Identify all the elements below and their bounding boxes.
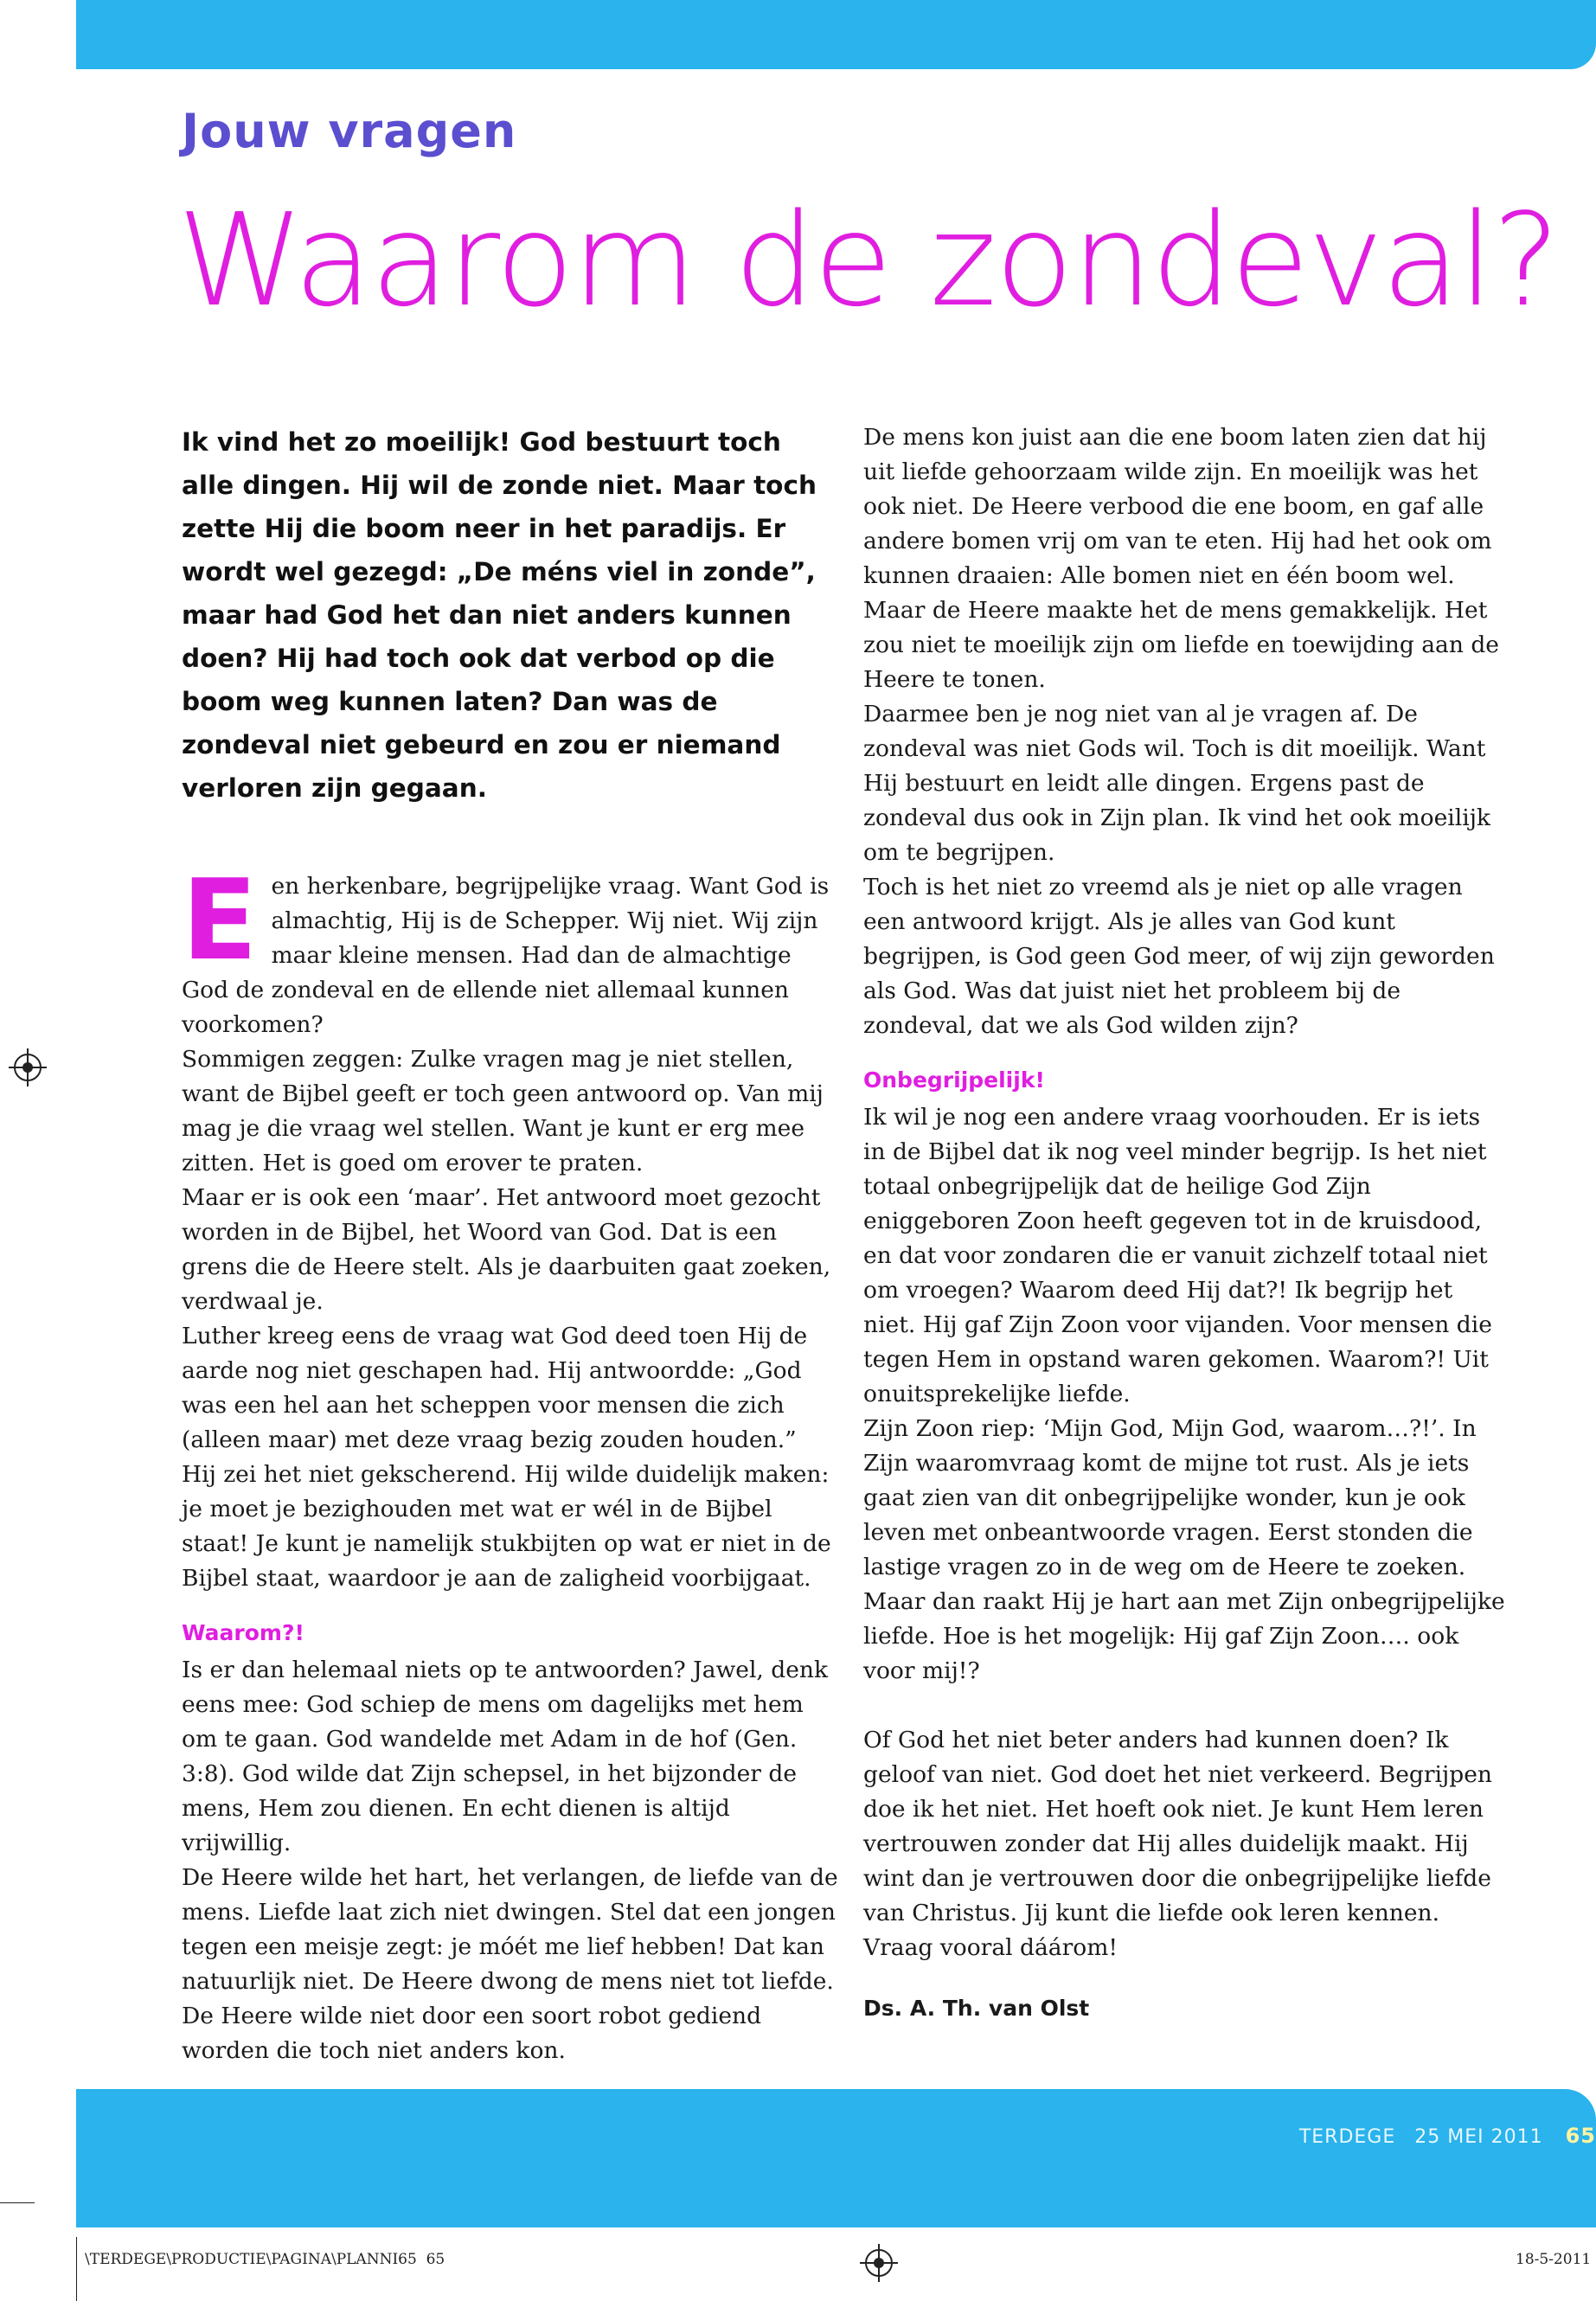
drop-cap: E [182, 856, 258, 985]
body-paragraph: Is er dan helemaal niets op te antwoorden? Jawel, denk eens mee: God schiep de mens om dagelijks met hem om te gaan. God wandelde met Adam in de hof (Gen. 3:8). God wilde dat Zijn schepsel, in het bijzonder de mens, Hem zou dienen. En echt dienen is altijd vrijwillig. [182, 1657, 829, 1856]
body-paragraph: Zijn Zoon riep: ‘Mijn God, Mijn God, waarom…?!’. In Zijn waaromvraag komt de mijne tot rust. Als je iets gaat zien van dit onbegrijpelijke wonder, kun je ook leven met onbeantwoorde vragen. Eerst stonden die lastige vragen zo in de weg om de Heere te zoeken. Maar dan raakt Hij je hart aan met Zijn onbegrijpelijke liefde. Hoe is het mogelijk: Hij gaf Zijn Zoon…. ook voor mij!? [863, 1415, 1505, 1684]
footer-magazine: TERDEGE [1298, 2126, 1396, 2148]
crop-mark [76, 2237, 77, 2301]
registration-mark-icon [865, 2249, 893, 2277]
bottom-color-band [76, 2089, 1596, 2227]
opening-paragraph: Een herkenbare, begrijpelijke vraag. Want God is almachtig, Hij is de Schepper. Wij niet. Wij zijn maar kleine mensen. Had dan de almachtige God de zondeval en de ellende niet allemaal kunnen voorkomen? [182, 856, 830, 1038]
print-slug-path: \TERDEGE\PRODUCTIE\PAGINA\PLANNI65 65 [85, 2251, 445, 2268]
body-paragraph: De mens kon juist aan die ene boom laten zien dat hij uit liefde gehoorzaam wilde zijn. En moeilijk was het ook niet. De Heere verbood die ene boom, en gaf alle andere bomen vrij om van te eten. Hij had het ook om kunnen draaien: Alle bomen niet en één boom wel. Maar de Heere maakte het de mens gemakkelijk. Het zou niet te moeilijk zijn om liefde en toewijding aan de Heere te tonen. [863, 424, 1499, 693]
body-paragraph: Hij zei het niet gekscherend. Hij wilde duidelijk maken: je moet je bezighouden met wat er wél in de Bijbel staat! Je kunt je namelijk stukbijten op wat er niet in de Bijbel staat, waardoor je aan de zaligheid voorbijgaat. [182, 1461, 831, 1592]
page-footer [1299, 2124, 1596, 2148]
body-paragraph: Daarmee ben je nog niet van al je vragen af. De zondeval was niet Gods wil. Toch is dit moeilijk. Want Hij bestuurt en leidt alle dingen. Ergens past de zondeval dus ook in Zijn plan. Ik vind het ook moeilijk om te begrijpen. [863, 701, 1490, 866]
footer-date: 25 MEI 2011 [1414, 2126, 1543, 2148]
right-column [863, 420, 1508, 2026]
body-paragraph: Toch is het niet zo vreemd als je niet op alle vragen een antwoord krijgt. Als je alles van God kunt begrijpen, is God geen God meer, of wij zijn geworden als God. Was dat juist niet het probleem bij de zondeval, dat we als God wilden zijn? [863, 874, 1495, 1039]
print-slug-date: 18-5-2011 [1516, 2251, 1592, 2268]
body-paragraph: Ik wil je nog een andere vraag voorhouden. Er is iets in de Bijbel dat ik nog veel minder begrijp. Is het niet totaal onbegrijpelijk dat de heilige God Zijn eniggeboren Zoon heeft gegeven tot in de kruisdood, en dat voor zondaren die er vanuit zichzelf totaal niet om vroegen? Waarom deed Hij dat?! Ik begrijp het niet. Hij gaf Zijn Zoon voor vijanden. Voor mensen die tegen Hem in opstand waren gekomen. Waarom?! Uit onuitsprekelijke liefde. [863, 1104, 1492, 1407]
top-color-band [76, 0, 1596, 69]
crop-mark [0, 2202, 35, 2203]
subheading-onbegrijpelijk: Onbegrijpelijk! [863, 1067, 1045, 1093]
body-paragraph: Sommigen zeggen: Zulke vragen mag je niet stellen, want de Bijbel geeft er toch geen antwoord op. Van mij mag je die vraag wel stellen. Want je kunt er erg mee zitten. Het is goed om erover te praten. [182, 1046, 824, 1176]
body-paragraph: De Heere wilde het hart, het verlangen, de liefde van de mens. Liefde laat zich niet dwingen. Stel dat een jongen tegen een meisje zegt: je móét me lief hebben! Dat kan natuurlijk niet. De Heere dwong de mens niet tot liefde. De Heere wilde niet door een soort robot gediend worden die toch niet anders kon. [182, 1864, 838, 2064]
footer-page-number: 65 [1565, 2124, 1596, 2148]
body-paragraph: Of God het niet beter anders had kunnen doen? Ik geloof van niet. God doet het niet verkeerd. Begrijpen doe ik het niet. Het hoeft ook niet. Je kunt Hem leren vertrouwen zonder dat Hij alles duidelijk maakt. Hij wint dan je vertrouwen door die onbegrijpelijke liefde van Christus. Jij kunt die liefde ook leren kennen. Vraag vooral dáárom! [863, 1727, 1492, 1961]
registration-mark-icon [14, 1054, 42, 1081]
subheading-waarom: Waarom?! [182, 1620, 304, 1645]
paragraph-spacer [863, 1689, 1508, 1723]
intro-question: Ik vind het zo moeilijk! God bestuurt toch alle dingen. Hij wil de zonde niet. Maar toch zette Hij die boom neer in het paradijs. Er wordt wel gezegd: „De méns viel in zonde”, maar had God het dan niet anders kunnen doen? Hij had toch ook dat verbod op die boom weg kunnen laten? Dan was de zondeval niet gebeurd en zou er niemand verloren zijn gegaan. [182, 427, 817, 803]
body-paragraph: Maar er is ook een ‘maar’. Het antwoord moet gezocht worden in de Bijbel, het Woord van God. Dat is een grens die de Heere stelt. Als je daarbuiten gaat zoeken, verdwaal je. [182, 1184, 831, 1315]
body-paragraph: Luther kreeg eens de vraag wat God deed toen Hij de aarde nog niet geschapen had. Hij antwoordde: „God was een hel aan het scheppen voor mensen die zich (alleen maar) met deze vraag bezig zouden houden.” [182, 1323, 808, 1453]
left-column [182, 856, 839, 2068]
page-title: Waarom de zondeval? [177, 186, 1559, 335]
section-label: Jouw vragen [182, 104, 517, 158]
author-signature: Ds. A. Th. van Olst [863, 1996, 1090, 2021]
